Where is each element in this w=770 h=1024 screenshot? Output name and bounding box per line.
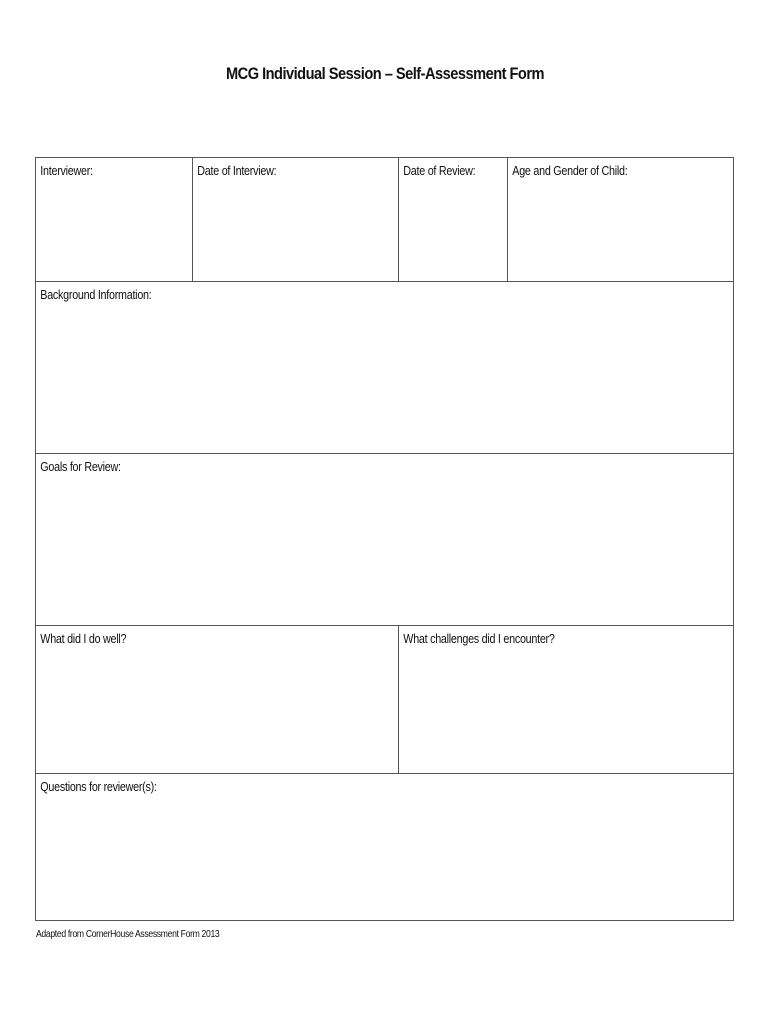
- what-did-i-do-well-label: What did I do well?: [40, 632, 127, 646]
- interviewer-field[interactable]: [36, 158, 193, 282]
- goals-for-review-label: Goals for Review:: [40, 460, 121, 474]
- date-of-interview-label: Date of Interview:: [197, 164, 277, 178]
- background-information-field[interactable]: [36, 282, 733, 454]
- interviewer-label: Interviewer:: [40, 164, 93, 178]
- date-of-interview-field[interactable]: [193, 158, 399, 282]
- assessment-form-table: [35, 157, 734, 921]
- age-gender-child-field[interactable]: [508, 158, 733, 282]
- questions-for-reviewers-field[interactable]: [36, 774, 733, 920]
- what-did-i-do-well-field[interactable]: [36, 626, 399, 774]
- age-gender-child-label: Age and Gender of Child:: [512, 164, 628, 178]
- footer-attribution: Adapted from CornerHouse Assessment Form 2013: [36, 928, 220, 940]
- what-challenges-field[interactable]: [399, 626, 733, 774]
- questions-for-reviewers-label: Questions for reviewer(s):: [40, 780, 157, 794]
- goals-for-review-field[interactable]: [36, 454, 733, 626]
- what-challenges-label: What challenges did I encounter?: [403, 632, 555, 646]
- background-information-label: Background Information:: [40, 288, 152, 302]
- date-of-review-field[interactable]: [399, 158, 508, 282]
- form-title: MCG Individual Session – Self-Assessment Form: [225, 64, 545, 83]
- date-of-review-label: Date of Review:: [403, 164, 476, 178]
